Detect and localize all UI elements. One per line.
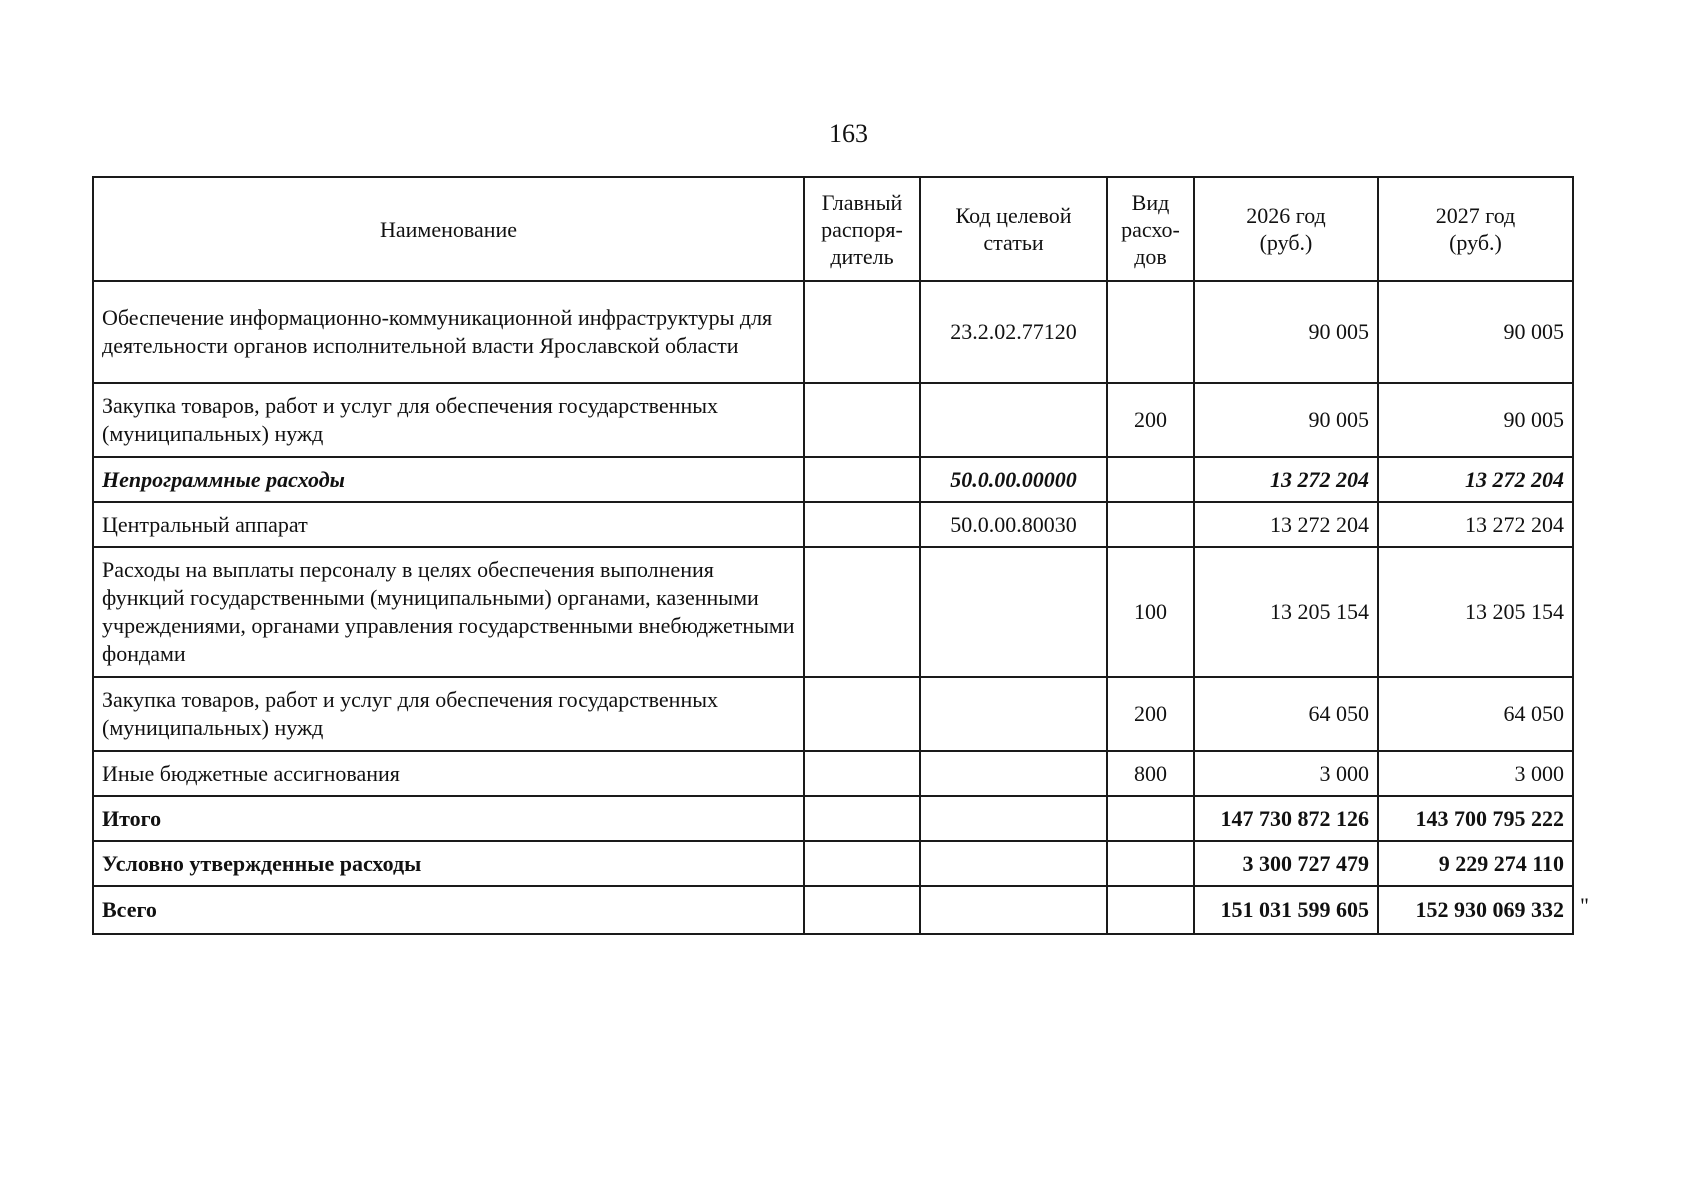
row-target-code [920,751,1107,796]
row-amount-2026: 64 050 [1194,677,1378,751]
header-year-2027: 2027 год (руб.) [1378,177,1573,281]
row-main-manager [804,841,920,886]
row-amount-2027: 152 930 069 332 [1378,886,1573,934]
table-row [93,502,1573,547]
header-expense-type: Вид расхо- дов [1107,177,1194,281]
row-amount-2026: 13 272 204 [1194,457,1378,502]
row-amount-2027: 90 005 [1378,383,1573,457]
row-target-code [920,796,1107,841]
table-header-row [93,177,1573,281]
row-name: Условно утвержденные расходы [93,841,804,886]
row-expense-type [1107,502,1194,547]
page-number: 163 [829,119,868,148]
row-main-manager [804,796,920,841]
table-row [93,383,1573,457]
row-target-code: 23.2.02.77120 [920,281,1107,383]
row-target-code: 50.0.00.80030 [920,502,1107,547]
table-row [93,547,1573,677]
row-main-manager [804,886,920,934]
row-main-manager [804,383,920,457]
row-expense-type [1107,841,1194,886]
row-name: Закупка товаров, работ и услуг для обеспечения государственных (муниципальных) нужд [93,383,804,457]
table-row [93,457,1573,502]
row-name: Центральный аппарат [93,502,804,547]
table-row [93,841,1573,886]
row-target-code [920,886,1107,934]
row-amount-2026: 3 300 727 479 [1194,841,1378,886]
row-expense-type: 200 [1107,677,1194,751]
row-amount-2027: 3 000 [1378,751,1573,796]
row-expense-type [1107,886,1194,934]
header-target-code: Код целевой статьи [920,177,1107,281]
table-row [93,281,1573,383]
table-row [93,886,1573,934]
row-expense-type [1107,281,1194,383]
row-expense-type: 100 [1107,547,1194,677]
row-amount-2027: 90 005 [1378,281,1573,383]
row-amount-2027: 13 272 204 [1378,457,1573,502]
row-amount-2026: 151 031 599 605 [1194,886,1378,934]
row-name: Расходы на выплаты персоналу в целях обеспечения выполнения функций государственными (муниципальными) органами, казенными учреждениями, органами управления государственными внебюджетными фондами [93,547,804,677]
row-target-code [920,841,1107,886]
row-target-code [920,547,1107,677]
row-expense-type: 800 [1107,751,1194,796]
row-target-code [920,677,1107,751]
header-name: Наименование [93,177,804,281]
table-row [93,677,1573,751]
table-row [93,751,1573,796]
row-amount-2026: 3 000 [1194,751,1378,796]
budget-table [92,176,1574,935]
row-name: Закупка товаров, работ и услуг для обеспечения государственных (муниципальных) нужд [93,677,804,751]
row-amount-2027: 13 205 154 [1378,547,1573,677]
row-main-manager [804,751,920,796]
row-main-manager [804,281,920,383]
row-amount-2026: 147 730 872 126 [1194,796,1378,841]
row-main-manager [804,502,920,547]
closing-quote-mark: " [1580,893,1589,918]
row-target-code [920,383,1107,457]
row-main-manager [804,677,920,751]
row-name: Обеспечение информационно-коммуникационной инфраструктуры для деятельности органов исполнительной власти Ярославской области [93,281,804,383]
row-main-manager [804,457,920,502]
row-name: Иные бюджетные ассигнования [93,751,804,796]
row-amount-2026: 13 272 204 [1194,502,1378,547]
header-year-2026: 2026 год (руб.) [1194,177,1378,281]
row-expense-type [1107,457,1194,502]
row-name: Непрограммные расходы [93,457,804,502]
row-name: Всего [93,886,804,934]
row-amount-2027: 64 050 [1378,677,1573,751]
row-amount-2027: 143 700 795 222 [1378,796,1573,841]
table-row [93,796,1573,841]
header-main-manager: Главный распоря- дитель [804,177,920,281]
row-amount-2026: 90 005 [1194,281,1378,383]
row-name: Итого [93,796,804,841]
row-main-manager [804,547,920,677]
row-amount-2026: 90 005 [1194,383,1378,457]
row-amount-2026: 13 205 154 [1194,547,1378,677]
row-amount-2027: 13 272 204 [1378,502,1573,547]
row-target-code: 50.0.00.00000 [920,457,1107,502]
row-amount-2027: 9 229 274 110 [1378,841,1573,886]
row-expense-type: 200 [1107,383,1194,457]
row-expense-type [1107,796,1194,841]
